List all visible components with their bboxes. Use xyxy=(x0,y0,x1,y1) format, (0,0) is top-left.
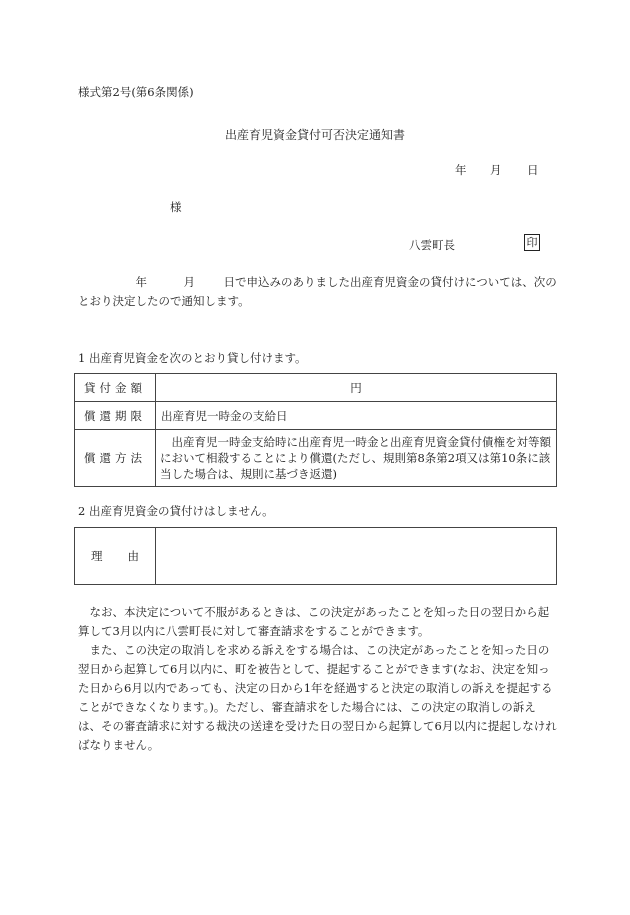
intro-text: で申込みのありました出産育児資金の貸付けについては、次のとおり決定したので通知します。 xyxy=(78,275,557,308)
table-row xyxy=(75,528,557,585)
legal-notes xyxy=(78,603,558,755)
repayment-deadline-label: 償還期限 xyxy=(75,402,156,430)
intro-month-label: 月 xyxy=(183,275,195,289)
intro-day-label: 日 xyxy=(223,275,235,289)
reason-label-char-2: 由 xyxy=(127,549,139,563)
reason-label-char-1: 理 xyxy=(91,549,103,563)
loan-amount-label: 貸付金額 xyxy=(75,374,156,402)
table-row xyxy=(75,430,557,487)
reason-label xyxy=(75,528,156,585)
addressee: 様 xyxy=(170,200,182,214)
appeal-note: なお、本決定について不服があるときは、この決定があったことを知った日の翌日から起算して3月以内に八雲町長に対して審査請求をすることができます。 xyxy=(78,605,550,638)
intro-paragraph xyxy=(78,273,558,311)
repayment-deadline-value: 出産育児一時金の支給日 xyxy=(156,402,557,430)
date-day-label: 日 xyxy=(527,163,539,177)
loan-amount-value: 円 xyxy=(156,374,557,402)
date-month-label: 月 xyxy=(490,163,502,177)
repayment-method-value: 出産育児一時金支給時に出産育児一時金と出産育児資金貸付債権を対等額において相殺することにより償還(ただし、規則第8条第2項又は第10条に該当した場合は、規則に基づき返還) xyxy=(156,430,557,487)
seal-mark: 印 xyxy=(524,234,540,251)
reason-value xyxy=(156,528,557,585)
loan-details-table xyxy=(74,373,557,487)
table-row xyxy=(75,402,557,430)
refusal-reason-table xyxy=(74,527,557,585)
sender-name: 八雲町長 xyxy=(409,238,455,252)
lawsuit-note: また、この決定の取消しを求める訴えをする場合は、この決定があったことを知った日の翌日から起算して6月以内に、町を被告として、提起することができます(なお、決定を知った日から6月以内であっても、決定の日から1年を経過すると決定の取消しの訴えを提起することができなくなります。)。ただし、審査請求をした場合には、この決定の取消しの訴えは、その審査請求に対する裁決の送達を受けた日の翌日から起算して6月以内に提起しなければなりません。 xyxy=(78,643,557,752)
form-number: 様式第2号(第6条関係) xyxy=(78,85,194,99)
intro-year-label: 年 xyxy=(135,275,147,289)
date-year-label: 年 xyxy=(455,163,467,177)
section2-heading: 2 出産育児資金の貸付けはしません。 xyxy=(78,504,274,518)
issue-date xyxy=(455,162,539,178)
repayment-method-label: 償還方法 xyxy=(75,430,156,487)
document-title: 出産育児資金貸付可否決定通知書 xyxy=(224,128,405,142)
table-row xyxy=(75,374,557,402)
section1-heading: 1 出産育児資金を次のとおり貸し付けます。 xyxy=(78,351,307,365)
